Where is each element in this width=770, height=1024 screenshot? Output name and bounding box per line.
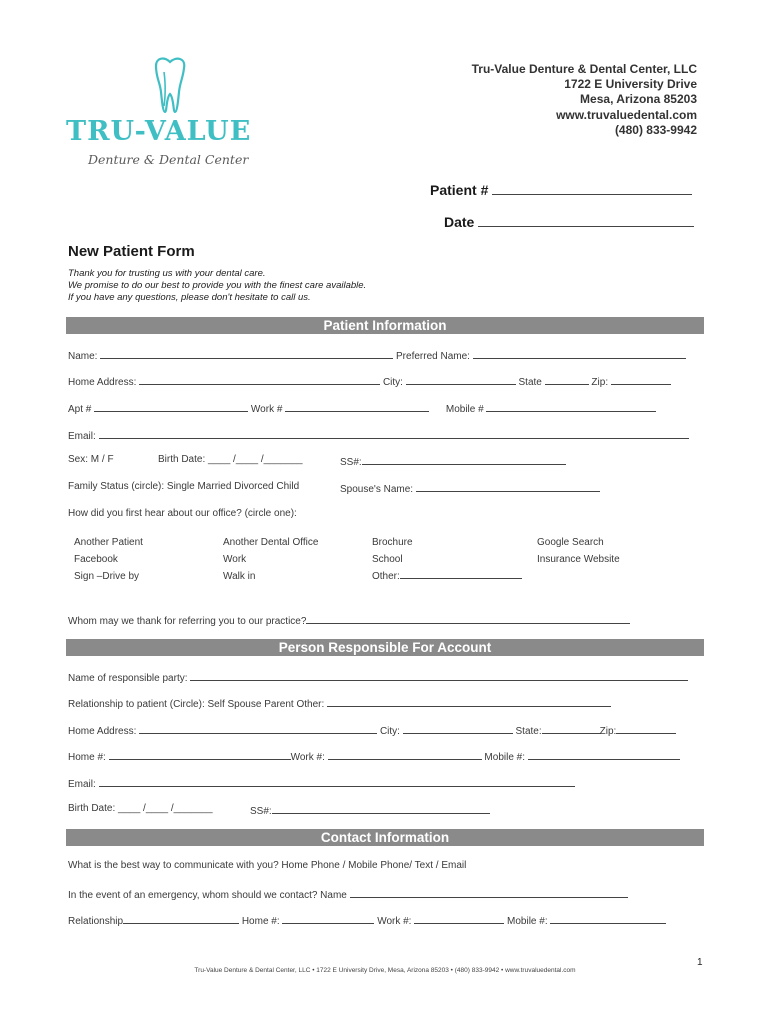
emergency-name-line[interactable] (350, 887, 628, 898)
row-resp-address (68, 723, 676, 737)
option-column (74, 534, 143, 585)
logo-brand: TRU-VALUE (66, 116, 252, 147)
apt-line[interactable] (94, 401, 248, 412)
resp-email-label: Email: (68, 779, 96, 790)
patient-number-line[interactable] (492, 182, 692, 195)
intro-line: Thank you for trusting us with your dental care. (68, 268, 266, 279)
date-field[interactable] (444, 214, 694, 230)
option-item[interactable]: Another Patient (74, 537, 143, 548)
name-label: Name: (68, 351, 98, 362)
ss-label: SS#: (340, 457, 362, 468)
name-line[interactable] (100, 348, 393, 359)
practice-street: 1722 E University Drive (564, 77, 697, 92)
hear-question: How did you first hear about our office? (circle one): (68, 508, 297, 519)
option-item[interactable]: Walk in (223, 571, 256, 582)
row-name (68, 348, 686, 362)
form-title: New Patient Form (68, 243, 195, 260)
date-line[interactable] (478, 214, 694, 227)
party-name-line[interactable] (190, 670, 688, 681)
resp-work-line[interactable] (328, 749, 482, 760)
row-resp-ss (250, 803, 490, 817)
resp-work-label: Work #: (290, 752, 325, 763)
tooth-icon (150, 56, 190, 116)
zip-label: Zip: (591, 377, 609, 388)
emergency-relationship-label: Relationship (68, 916, 124, 927)
mobile-line[interactable] (486, 401, 656, 412)
state-label: State (518, 377, 542, 388)
mobile-label: Mobile # (445, 404, 484, 415)
resp-home-phone-label: Home #: (68, 752, 106, 763)
row-address (68, 374, 671, 388)
emergency-label: In the event of an emergency, whom should we contact? Name (68, 890, 347, 901)
other-line[interactable] (400, 568, 522, 579)
practice-logo (66, 56, 266, 176)
row-email (68, 428, 689, 442)
option-item[interactable]: Work (223, 554, 247, 565)
row-resp-phones (68, 749, 680, 763)
email-label: Email: (68, 431, 96, 442)
option-item-other[interactable] (372, 568, 522, 585)
emergency-mobile-line[interactable] (550, 913, 666, 924)
other-label: Other: (372, 571, 400, 582)
state-line[interactable] (545, 374, 589, 385)
contact-method-question: What is the best way to communicate with you? Home Phone / Mobile Phone/ Text / Email (68, 860, 467, 871)
date-label: Date (444, 214, 475, 230)
option-item[interactable]: Another Dental Office (223, 537, 319, 548)
relationship-label: Relationship to patient (Circle): Self Spouse Parent Other: (68, 699, 325, 710)
row-emergency-phones (68, 913, 666, 927)
resp-city-label: City: (379, 726, 400, 737)
resp-ss-line[interactable] (272, 803, 490, 814)
resp-mobile-label: Mobile #: (484, 752, 525, 763)
practice-info (472, 62, 697, 138)
resp-zip-label: Zip: (599, 726, 617, 737)
practice-name: Tru-Value Denture & Dental Center, LLC (471, 62, 697, 76)
patient-number-label: Patient # (430, 182, 489, 198)
option-column (537, 534, 620, 568)
row-ss (340, 454, 566, 468)
practice-website: www.truvaluedental.com (556, 107, 697, 122)
section-bar-patient-info: Patient Information (66, 317, 704, 334)
zip-line[interactable] (611, 374, 671, 385)
birth-date-label: Birth Date: ____ /____ /_______ (158, 454, 303, 465)
row-emergency (68, 887, 628, 901)
resp-home-address-line[interactable] (139, 723, 377, 734)
emergency-work-label: Work #: (377, 916, 412, 927)
resp-city-line[interactable] (403, 723, 513, 734)
city-label: City: (382, 377, 403, 388)
logo-tagline: Denture & Dental Center (88, 152, 249, 167)
section-bar-responsible: Person Responsible For Account (66, 639, 704, 656)
work-label: Work # (250, 404, 283, 415)
preferred-name-label: Preferred Name: (396, 351, 470, 362)
city-line[interactable] (406, 374, 516, 385)
resp-email-line[interactable] (99, 776, 575, 787)
sex-label: Sex: M / F (68, 454, 114, 465)
emergency-relationship-line[interactable] (123, 913, 239, 924)
preferred-name-line[interactable] (473, 348, 686, 359)
option-item[interactable]: Facebook (74, 554, 118, 565)
practice-phone: (480) 833-9942 (614, 122, 697, 137)
option-item[interactable]: Insurance Website (537, 554, 620, 565)
emergency-work-line[interactable] (414, 913, 504, 924)
apt-label: Apt # (68, 404, 92, 415)
emergency-home-label: Home #: (241, 916, 280, 927)
patient-number-field[interactable] (430, 182, 692, 198)
spouse-name-label: Spouse's Name: (340, 484, 414, 495)
home-address-label: Home Address: (68, 377, 137, 388)
option-item[interactable]: School (372, 554, 403, 565)
resp-home-address-label: Home Address: (68, 726, 137, 737)
row-relationship (68, 696, 611, 710)
resp-home-phone-line[interactable] (109, 749, 291, 760)
referral-label: Whom may we thank for referring you to our practice? (68, 616, 307, 627)
option-item[interactable]: Sign –Drive by (74, 571, 140, 582)
page-number: 1 (697, 957, 703, 968)
resp-state-label: State: (515, 726, 542, 737)
intro-text (68, 268, 366, 304)
resp-ss-label: SS#: (250, 806, 272, 817)
home-address-line[interactable] (139, 374, 380, 385)
intro-line: If you have any questions, please don't hesitate to call us. (68, 292, 311, 303)
row-referral (68, 613, 630, 627)
resp-mobile-line[interactable] (528, 749, 680, 760)
resp-state-line[interactable] (542, 723, 600, 734)
page-footer: Tru-Value Denture & Dental Center, LLC • 1722 E University Drive, Mesa, Arizona 85203 • (480) 833-9942 • www.truvaluedental.com (194, 967, 576, 974)
emergency-home-line[interactable] (282, 913, 374, 924)
ss-line[interactable] (362, 454, 566, 465)
resp-birth-date-label: Birth Date: ____ /____ /_______ (68, 803, 213, 814)
option-column (223, 534, 318, 585)
row-party (68, 670, 688, 684)
party-name-label: Name of responsible party: (68, 673, 188, 684)
row-spouse (340, 481, 600, 495)
section-bar-contact: Contact Information (66, 829, 704, 846)
row-resp-email (68, 776, 575, 790)
intro-line: We promise to do our best to provide you with the finest care available. (68, 280, 367, 291)
referral-line[interactable] (306, 613, 630, 624)
emergency-mobile-label: Mobile #: (507, 916, 548, 927)
email-line[interactable] (99, 428, 689, 439)
row-phones (68, 401, 656, 415)
resp-zip-line[interactable] (616, 723, 676, 734)
family-status-label: Family Status (circle): Single Married Divorced Child (68, 481, 300, 492)
option-column (372, 534, 522, 585)
spouse-name-line[interactable] (416, 481, 600, 492)
option-item[interactable]: Brochure (372, 537, 413, 548)
practice-city: Mesa, Arizona 85203 (580, 92, 697, 107)
relationship-line[interactable] (327, 696, 611, 707)
option-item[interactable]: Google Search (537, 537, 604, 548)
work-line[interactable] (285, 401, 429, 412)
